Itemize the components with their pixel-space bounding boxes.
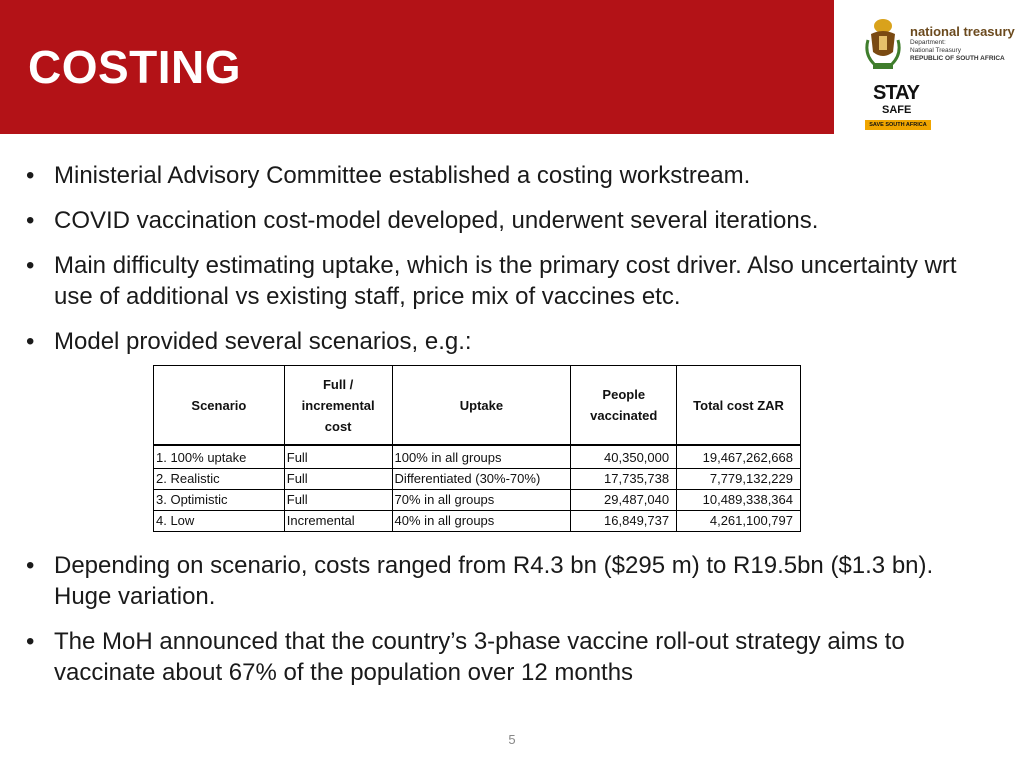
cell-cost-type: Full (284, 469, 392, 490)
save-south-africa-label: SAVE SOUTH AFRICA (869, 122, 927, 128)
stay-word: STAY (873, 82, 920, 104)
table-header-row (154, 366, 801, 446)
bullet-item: • The MoH announced that the country’s 3-phase vaccine roll-out strategy aims to vaccinate about 67% of the population over 12 months (26, 626, 996, 688)
table-row (154, 511, 801, 532)
cell-total-cost: 19,467,262,668 (677, 445, 801, 469)
save-south-africa-strip (865, 120, 931, 130)
table-row (154, 445, 801, 469)
bullet-item: • Model provided several scenarios, e.g.: (26, 326, 966, 357)
header-band (0, 0, 834, 134)
coat-of-arms-icon (864, 16, 902, 72)
header-total-cost: Total cost ZAR (677, 366, 801, 446)
bullet-item: • COVID vaccination cost-model developed, underwent several iterations. (26, 205, 966, 236)
cell-uptake: 40% in all groups (392, 511, 571, 532)
header-people-vaccinated: People vaccinated (571, 366, 677, 446)
cell-people-vaccinated: 29,487,040 (571, 490, 677, 511)
cell-people-vaccinated: 16,849,737 (571, 511, 677, 532)
cell-total-cost: 7,779,132,229 (677, 469, 801, 490)
logo-area (862, 12, 1015, 136)
cell-scenario: 4. Low (154, 511, 285, 532)
scenario-cost-table (153, 365, 801, 532)
stay-safe-logo (864, 82, 932, 138)
bullet-item: • Depending on scenario, costs ranged from R4.3 bn ($295 m) to R19.5bn ($1.3 bn). Huge variation. (26, 550, 996, 612)
bullet-item: • Main difficulty estimating uptake, which is the primary cost driver. Also uncertainty wrt use of additional vs existing staff, price mix of vaccines etc. (26, 250, 966, 312)
bullet-list-bottom (26, 550, 996, 688)
header-cost-type: Full / incremental cost (284, 366, 392, 446)
page-number: 5 (508, 732, 516, 747)
cell-people-vaccinated: 17,735,738 (571, 469, 677, 490)
cell-uptake: 100% in all groups (392, 445, 571, 469)
slide-title: COSTING (28, 41, 242, 93)
cell-uptake: 70% in all groups (392, 490, 571, 511)
cell-cost-type: Incremental (284, 511, 392, 532)
cell-uptake: Differentiated (30%-70%) (392, 469, 571, 490)
cell-total-cost: 4,261,100,797 (677, 511, 801, 532)
bullet-item: • Ministerial Advisory Committee established a costing workstream. (26, 160, 966, 191)
header-scenario: Scenario (154, 366, 285, 446)
cell-scenario: 3. Optimistic (154, 490, 285, 511)
treasury-label: National Treasury (910, 47, 961, 54)
country-label: REPUBLIC OF SOUTH AFRICA (910, 55, 1005, 62)
cell-total-cost: 10,489,338,364 (677, 490, 801, 511)
bullet-list-top (26, 160, 966, 357)
cell-scenario: 1. 100% uptake (154, 445, 285, 469)
cell-people-vaccinated: 40,350,000 (571, 445, 677, 469)
table-row (154, 490, 801, 511)
header-uptake: Uptake (392, 366, 571, 446)
department-label: Department: (910, 39, 946, 46)
safe-word: SAFE (882, 104, 912, 116)
table-row (154, 469, 801, 490)
cell-cost-type: Full (284, 490, 392, 511)
cell-scenario: 2. Realistic (154, 469, 285, 490)
national-treasury-name: national treasury (910, 24, 1015, 39)
cell-cost-type: Full (284, 445, 392, 469)
